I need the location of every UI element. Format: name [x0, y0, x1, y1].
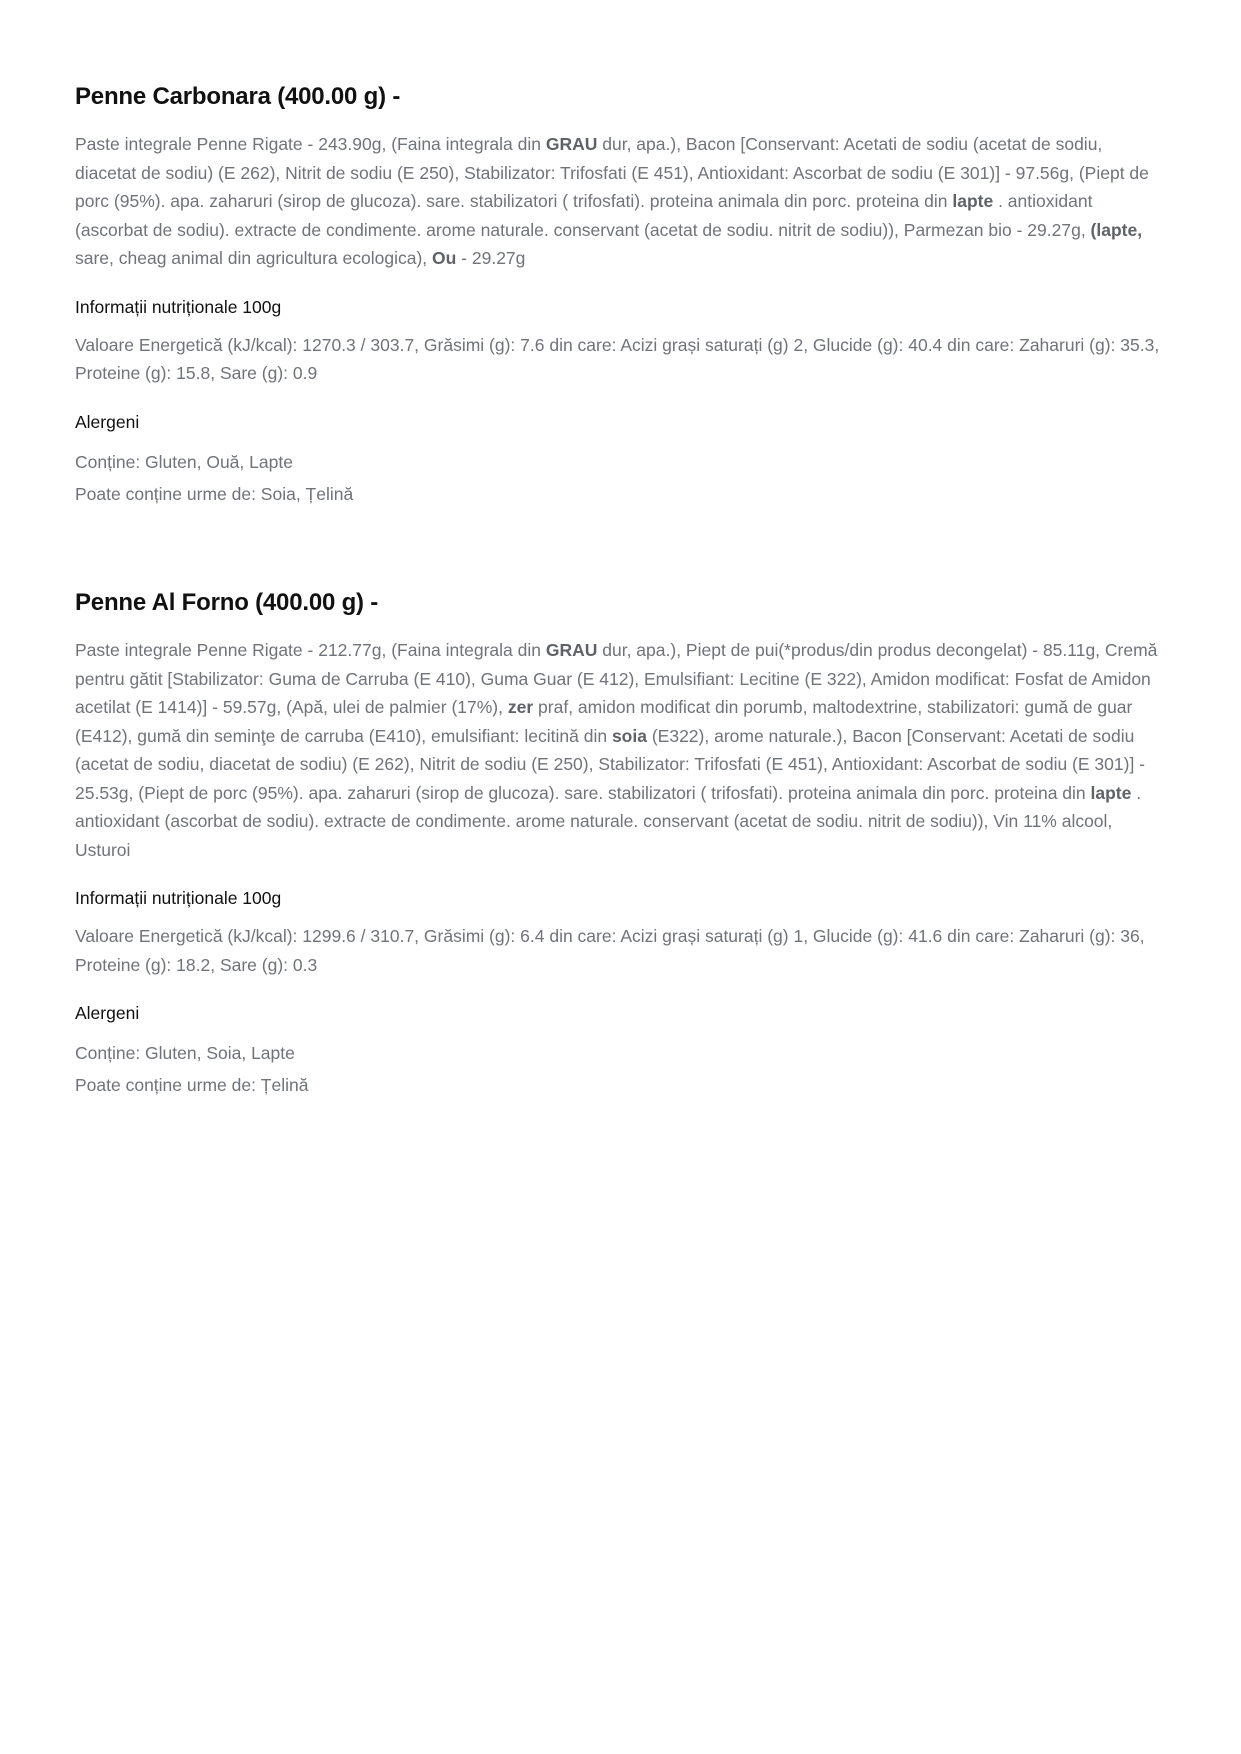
allergen-highlight: GRAU [545, 640, 598, 660]
ingredients-text [75, 636, 1167, 864]
ingredient-text-run: . antioxidant (ascorbat de sodiu). extracte de condimente. arome naturale. conservant (acetat de sodiu. nitrit de sodiu)), Parmezan bio - 29.27g, [75, 191, 1093, 240]
product-section-al-forno [75, 588, 1167, 1101]
product-title: Penne Al Forno (400.00 g) - [75, 589, 379, 616]
allergen-highlight: lapte [952, 191, 994, 211]
allergen-highlight: soia [611, 725, 647, 746]
product-title: Penne Carbonara (400.00 g) - [75, 83, 401, 110]
ingredient-text-run: (E322), arome naturale.), Bacon [Conservant: Acetati de sodiu (acetat de sodiu, diacetat de sodiu) (E 262), Nitrit de sodiu (E 250), Stabilizator: Trifosfati (E 451), Antioxidant: Ascorbat de sodiu (E 301)] - 25.53g, (Piept de porc (95%). apa. zaharuri (sirop de glucoza). sare. stabilizatori ( trifosfati). proteina animala din porc. proteina din [75, 725, 1145, 803]
ingredients-text [75, 130, 1167, 273]
allergen-highlight: GRAU [545, 134, 598, 154]
allergens-list [75, 1037, 1167, 1101]
allergens-heading: Alergeni [75, 411, 140, 432]
ingredient-text-run: . antioxidant (ascorbat de sodiu). extracte de condimente. arome naturale. conservant (acetat de sodiu. nitrit de sodiu)), Vin 11% alcool, Usturoi [75, 782, 1142, 860]
ingredient-text-run: dur, apa.), Piept de pui(*produs/din produs decongelat) - 85.11g, Cremă pentru gătit [Stabilizator: Guma de Carruba (E 410), Guma Guar (E 412), Emulsifiant: Lecitine (E 322), Amidon modificat: Fosfat de Amidon acetilat (E 1414)] - 59.57g, (Apă, ulei de palmier (17%), [75, 640, 1158, 717]
nutrition-values: Valoare Energetică (kJ/kcal): 1270.3 / 303.7, Grăsimi (g): 7.6 din care: Acizi grași saturați (g) 2, Glucide (g): 40.4 din care: Zaharuri (g): 35.3, Proteine (g): 15.8, Sare (g): 0.9 [75, 334, 1160, 383]
ingredient-text-run: dur, apa.), Bacon [Conservant: Acetati de sodiu (acetat de sodiu, diacetat de sodiu) (E 262), Nitrit de sodiu (E 250), Stabilizator: Trifosfati (E 451), Antioxidant: Ascorbat de sodiu (E 301)] - 97.56g, (Piept de porc (95%). apa. zaharuri (sirop de glucoza). sare. stabilizatori ( trifosfati). proteina animala din porc. proteina din [75, 134, 1149, 211]
allergen-highlight: lapte [1090, 782, 1132, 803]
allergen-highlight: (lapte, [1090, 219, 1143, 240]
allergen-highlight: Ou [432, 248, 457, 268]
nutrition-values: Valoare Energetică (kJ/kcal): 1299.6 / 310.7, Grăsimi (g): 6.4 din care: Acizi grași saturați (g) 1, Glucide (g): 41.6 din care: Zaharuri (g): 36, Proteine (g): 18.2, Sare (g): 0.3 [75, 926, 1145, 975]
allergens-contains: Conține: Gluten, Soia, Lapte [75, 1043, 295, 1063]
allergens-heading: Alergeni [75, 1003, 140, 1023]
allergens-may-contain: Poate conține urme de: Soia, Țelină [75, 483, 354, 504]
ingredient-text-run: praf, amidon modificat din porumb, maltodextrine, stabilizatori: gumă de guar (E412), gumă din seminţe de carruba (E410), emulsifiant: lecitină din [75, 697, 1133, 746]
allergens-list [75, 446, 1167, 510]
allergen-highlight: zer [507, 697, 534, 717]
nutrition-heading: Informații nutriționale 100g [75, 296, 282, 317]
allergens-contains: Conține: Gluten, Ouă, Lapte [75, 451, 293, 472]
ingredient-text-run: Paste integrale Penne Rigate - 212.77g, (Faina integrala din [75, 640, 546, 660]
allergens-may-contain: Poate conține urme de: Țelină [75, 1075, 309, 1095]
product-section-carbonara [75, 82, 1167, 510]
nutrition-heading: Informații nutriționale 100g [75, 888, 282, 908]
ingredient-text-run: Paste integrale Penne Rigate - 243.90g, (Faina integrala din [75, 134, 546, 154]
ingredient-text-run: - 29.27g [456, 248, 526, 268]
ingredient-text-run: sare, cheag animal din agricultura ecologica), [75, 248, 432, 268]
